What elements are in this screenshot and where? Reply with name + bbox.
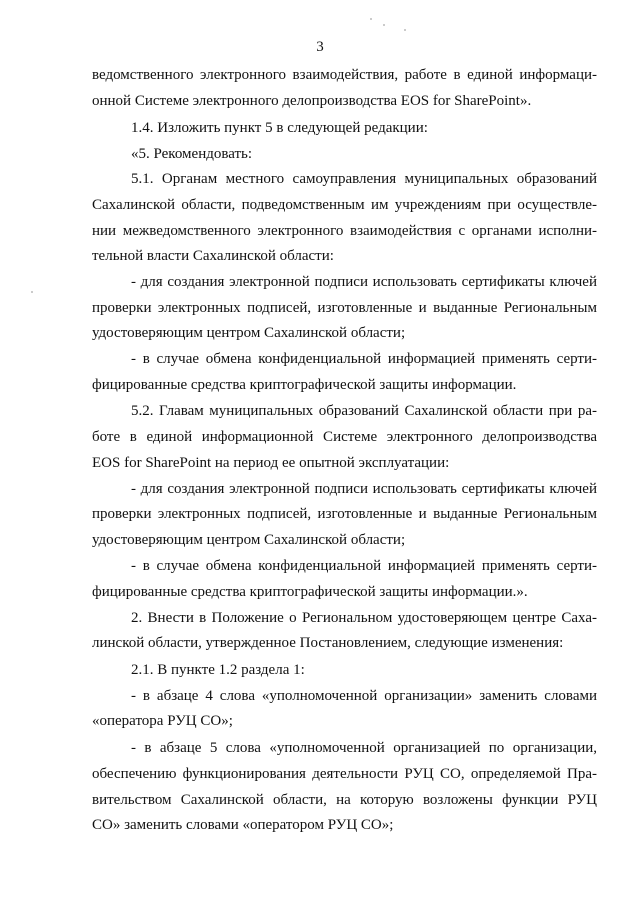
- text-line: нии межведомственного электронного взаимодействия с органами исполни-: [92, 223, 597, 239]
- text-line: фицированные средства криптографической защиты информации.: [92, 377, 517, 393]
- text-line: - в случае обмена конфиденциальной информацией применять серти-: [131, 558, 597, 574]
- text-line: онной Системе электронного делопроизводства EOS for SharePoint».: [92, 93, 532, 109]
- text-line: 5.2. Главам муниципальных образований Сахалинской области при ра-: [131, 403, 597, 419]
- text-line: EOS for SharePoint на период ее опытной эксплуатации:: [92, 455, 450, 471]
- text-line: «5. Рекомендовать:: [131, 146, 253, 162]
- page-number: 3: [316, 39, 324, 55]
- scan-speck: [404, 29, 406, 31]
- text-line: ведомственного электронного взаимодействия, работе в единой информаци-: [92, 67, 597, 83]
- text-line: тельной власти Сахалинской области:: [92, 248, 334, 264]
- text-line: 2.1. В пункте 1.2 раздела 1:: [131, 662, 305, 678]
- text-line: - в абзаце 4 слова «уполномоченной организации» заменить словами: [131, 688, 597, 704]
- text-line: СО» заменить словами «оператором РУЦ СО»;: [92, 817, 394, 833]
- text-line: 1.4. Изложить пункт 5 в следующей редакции:: [131, 120, 428, 136]
- text-line: - в абзаце 5 слова «уполномоченной организацией по организации,: [131, 740, 597, 756]
- scan-speck: [370, 18, 372, 20]
- text-line: обеспечению функционирования деятельности РУЦ СО, определяемой Пра-: [92, 766, 597, 782]
- text-line: боте в единой информационной Системе электронного делопроизводства: [92, 429, 597, 445]
- text-line: «оператора РУЦ СО»;: [92, 713, 233, 729]
- text-line: 2. Внести в Положение о Региональном удостоверяющем центре Саха-: [131, 610, 597, 626]
- text-line: проверки электронных подписей, изготовленные и выданные Региональным: [92, 506, 597, 522]
- text-line: вительством Сахалинской области, на которую возложены функции РУЦ: [92, 792, 597, 808]
- text-line: фицированные средства криптографической защиты информации.».: [92, 584, 528, 600]
- text-line: удостоверяющим центром Сахалинской области;: [92, 325, 406, 341]
- text-line: - в случае обмена конфиденциальной информацией применять серти-: [131, 351, 597, 367]
- text-line: линской области, утвержденное Постановлением, следующие изменения:: [92, 635, 564, 651]
- scan-speck: [31, 291, 33, 293]
- text-line: 5.1. Органам местного самоуправления муниципальных образований: [131, 171, 597, 187]
- scan-speck: [383, 24, 385, 26]
- text-line: Сахалинской области, подведомственным им учреждениям при осуществле-: [92, 197, 597, 213]
- text-line: удостоверяющим центром Сахалинской области;: [92, 532, 406, 548]
- text-line: проверки электронных подписей, изготовленные и выданные Региональным: [92, 300, 597, 316]
- text-line: - для создания электронной подписи использовать сертификаты ключей: [131, 481, 597, 497]
- text-line: - для создания электронной подписи использовать сертификаты ключей: [131, 274, 597, 290]
